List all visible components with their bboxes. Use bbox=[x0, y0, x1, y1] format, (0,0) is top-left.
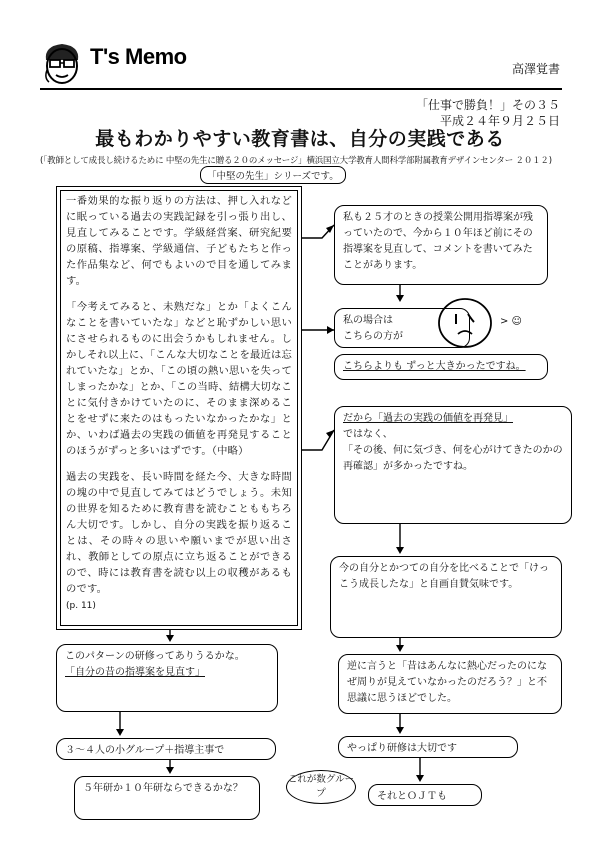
source-citation: (「教師として成長し続けるために 中堅の先生に贈る２０のメッセージ」横浜国立大学教育人間科学部附属教育デザインセンター ２０１２) bbox=[40, 156, 552, 166]
header-divider bbox=[40, 88, 562, 90]
note-much-bigger: こちらよりも ずっと大きかったですね。 bbox=[334, 354, 548, 380]
page-title: 最もわかりやすい教育書は、自分の実践である bbox=[95, 128, 505, 150]
quote-page-ref: (p. 11) bbox=[66, 601, 96, 611]
author-name: 高澤覚書 bbox=[511, 62, 560, 76]
note-my-case-line1: 私の場合は bbox=[343, 315, 393, 326]
note-reconfirm bbox=[334, 406, 572, 524]
note-my-case-line2: こちらの方が bbox=[343, 331, 403, 342]
note-training-important: やっぱり研修は大切です bbox=[338, 736, 518, 758]
note-reconfirm-line3: 「その後、何に気づき、何を心がけてきたのかの再確認」が多かったですね。 bbox=[343, 445, 563, 472]
note-self-praise: 今の自分とかつての自分を比べることで「けっこう成長したな」と自画自賛気味です。 bbox=[330, 556, 562, 638]
arrow-quote-to-n1 bbox=[302, 225, 334, 238]
note-small-group: ３〜４人の小グループ＋指導主事で bbox=[56, 738, 276, 760]
note-training-line1: このパターンの研修ってありうるかな。 bbox=[65, 651, 245, 662]
note-training-pattern bbox=[56, 644, 278, 712]
quote-inner-frame bbox=[60, 190, 298, 626]
series-tag-note: 「中堅の先生」シリーズです。 bbox=[200, 166, 346, 184]
arrow-quote-to-n4 bbox=[302, 430, 334, 450]
note-own-experience: 私も２５才のときの授業公開用指導案が残っていたので、今から１０年ほど前にその指導案を見直して、コメントを書いてみたことがあります。 bbox=[334, 205, 548, 285]
note-year-training: ５年研か１０年研ならできるかな？ bbox=[74, 776, 260, 820]
author-portrait-icon bbox=[40, 40, 84, 86]
quote-paragraph-3: 過去の実践を、長い時間を経た今、大きな時間の塊の中で見直してみてはどうでしょう。未知の世界を知るために教育書を読むことももちろん大切です。しかし、自分の実践を振り返ることは、その時々の思いや願いまでが思い出され、教師としての原点に立ち返ることができるので、時には教育書を読む以上の収穫があるものです。 bbox=[66, 471, 292, 595]
note-training-line2: 「自分の昔の指導案を見直す」 bbox=[65, 667, 205, 678]
quote-paragraph-2: 「今考えてみると、未熟だな」とか「よくこんなことを書いていたな」などと恥ずかしい思いにさせられるものに出会うかもしれません。しかしそれ以上に、「こんな大切なことを最近は忘れていたな」とか、「この頃の熱い思いを失ってしまったかな」とか、「この当時、結構大切なことに気付きかけていたのに、そのまま深めることをせずに来たのはもったいなかったかな」とか、いわば過去の実践の価値を再発見することのほうがずっと多いはずです。（中略） bbox=[66, 301, 292, 457]
greater-than-face-icon: > ☺ bbox=[500, 316, 522, 327]
note-several-groups: これが数グループ bbox=[286, 770, 356, 804]
note-wonder: 逆に言うと「昔はあんなに熱心だったのになぜ周りが見えていなかったのだろう？」と不思議に思うほどでした。 bbox=[338, 654, 562, 714]
quote-box bbox=[56, 186, 302, 630]
note-reconfirm-line2: ではなく、 bbox=[343, 429, 393, 440]
quote-paragraph-1: 一番効果的な振り返りの方法は、押し入れなどに眠っている過去の実践記録を引っ張り出し、見直してみることです。学級経営案、研究紀要の原稿、指導案、学級通信、子どもたちと作った作品集など、何でもよいので目を通してみます。 bbox=[66, 195, 292, 287]
series-number: 「仕事で勝負！」その３５ bbox=[415, 98, 560, 112]
smiling-face-icon bbox=[436, 296, 494, 350]
issue-date: 平成２４年９月２５日 bbox=[439, 114, 560, 128]
memo-logo: T's Memo bbox=[90, 44, 187, 69]
note-ojt: それとＯＪＴも bbox=[368, 784, 482, 806]
note-reconfirm-line1: だから「過去の実践の価値を再発見」 bbox=[343, 413, 513, 424]
